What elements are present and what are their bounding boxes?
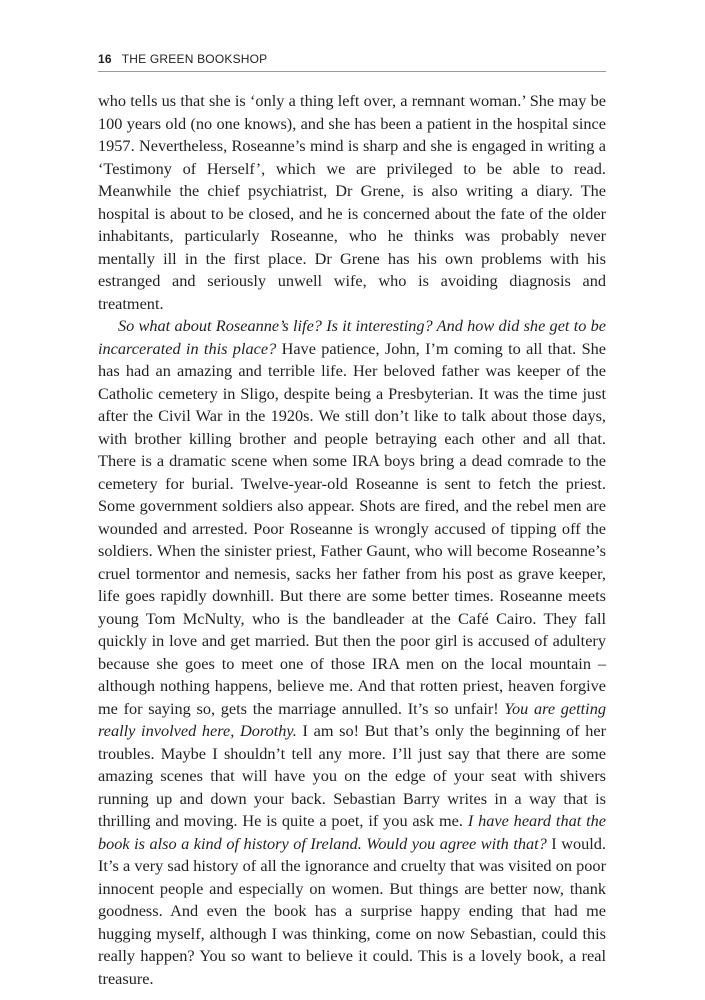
running-header	[98, 52, 606, 66]
italic-run: So what about Roseanne’s life? Is it interesting? And how did she get to be incarcerated in this place?	[98, 316, 606, 358]
italic-run: I have heard that the book is also a kind of history of Ireland. Would you agree with that?	[98, 811, 606, 853]
text-run: Have patience, John, I’m coming to all that. She has had an amazing and terrible life. Her beloved father was keeper of the Catholic cemetery in Sligo, despite being a Presbyterian. It was the time just after the Civil War in the 1920s. We still don’t like to talk about those days, with brother killing brother and people betraying each other and all that. There is a dramatic scene when some IRA boys bring a dead comrade to the cemetery for burial. Twelve-year-old Roseanne is sent to fetch the priest. Some government soldiers also appear. Shots are fired, and the rebel men are wounded and arrested. Poor Roseanne is wrongly accused of tipping off the soldiers. When the sinister priest, Father Gaunt, who will become Roseanne’s cruel tormentor and nemesis, sacks her father from his post as grave keeper, life goes rapidly downhill. But there are some better times. Roseanne meets young Tom McNulty, who is the bandleader at the Café Cairo. They fall quickly in love and get married. But then the poor girl is accused of adultery because she goes to meet one of those IRA men on the local mountain – although nothing happens, believe me. And that rotten priest, heaven forgive me for saying so, gets the marriage annulled. It’s so unfair!	[98, 338, 606, 718]
italic-run: You are getting really involved here, Dorothy.	[98, 698, 606, 740]
header-rule	[98, 71, 606, 72]
text-run: I would. It’s a very sad history of all the ignorance and cruelty that was visited on poor innocent people and especially on women. But things are better now, thank goodness. And even the book has a surprise happy ending that had me hugging myself, although I was thinking, come on now Sebastian, could this really happen? You so want to believe it could. This is a lovely book, a real treasure.	[98, 833, 606, 988]
page-number: 16	[98, 52, 112, 66]
text-run: who tells us that she is ‘only a thing left over, a remnant woman.’ She may be 100 years old (no one knows), and she has been a patient in the hospital since 1957. Nevertheless, Roseanne’s mind is sharp and she is engaged in writing a ‘Testimony of Herself’, which we are privileged to be able to read. Meanwhile the chief psychiatrist, Dr Grene, is also writing a diary. The hospital is about to be closed, and he is concerned about the fate of the older inhabitants, particularly Roseanne, who he thinks was probably never mentally ill in the first place. Dr Grene has his own problems with his estranged and seriously unwell wife, who is avoiding diagnosis and treatment.	[98, 91, 606, 313]
running-title: THE GREEN BOOKSHOP	[121, 52, 268, 66]
text-run: I am so! But that’s only the beginning of her troubles. Maybe I shouldn’t tell any more. I’ll just say that there are some amazing scenes that will have you on the edge of your seat with shivers running up and down your back. Sebastian Barry writes in a way that is thrilling and moving. He is quite a poet, if you ask me.	[98, 721, 606, 830]
body-text	[98, 90, 606, 990]
paragraph-2	[98, 315, 606, 990]
paragraph-1	[98, 90, 606, 315]
